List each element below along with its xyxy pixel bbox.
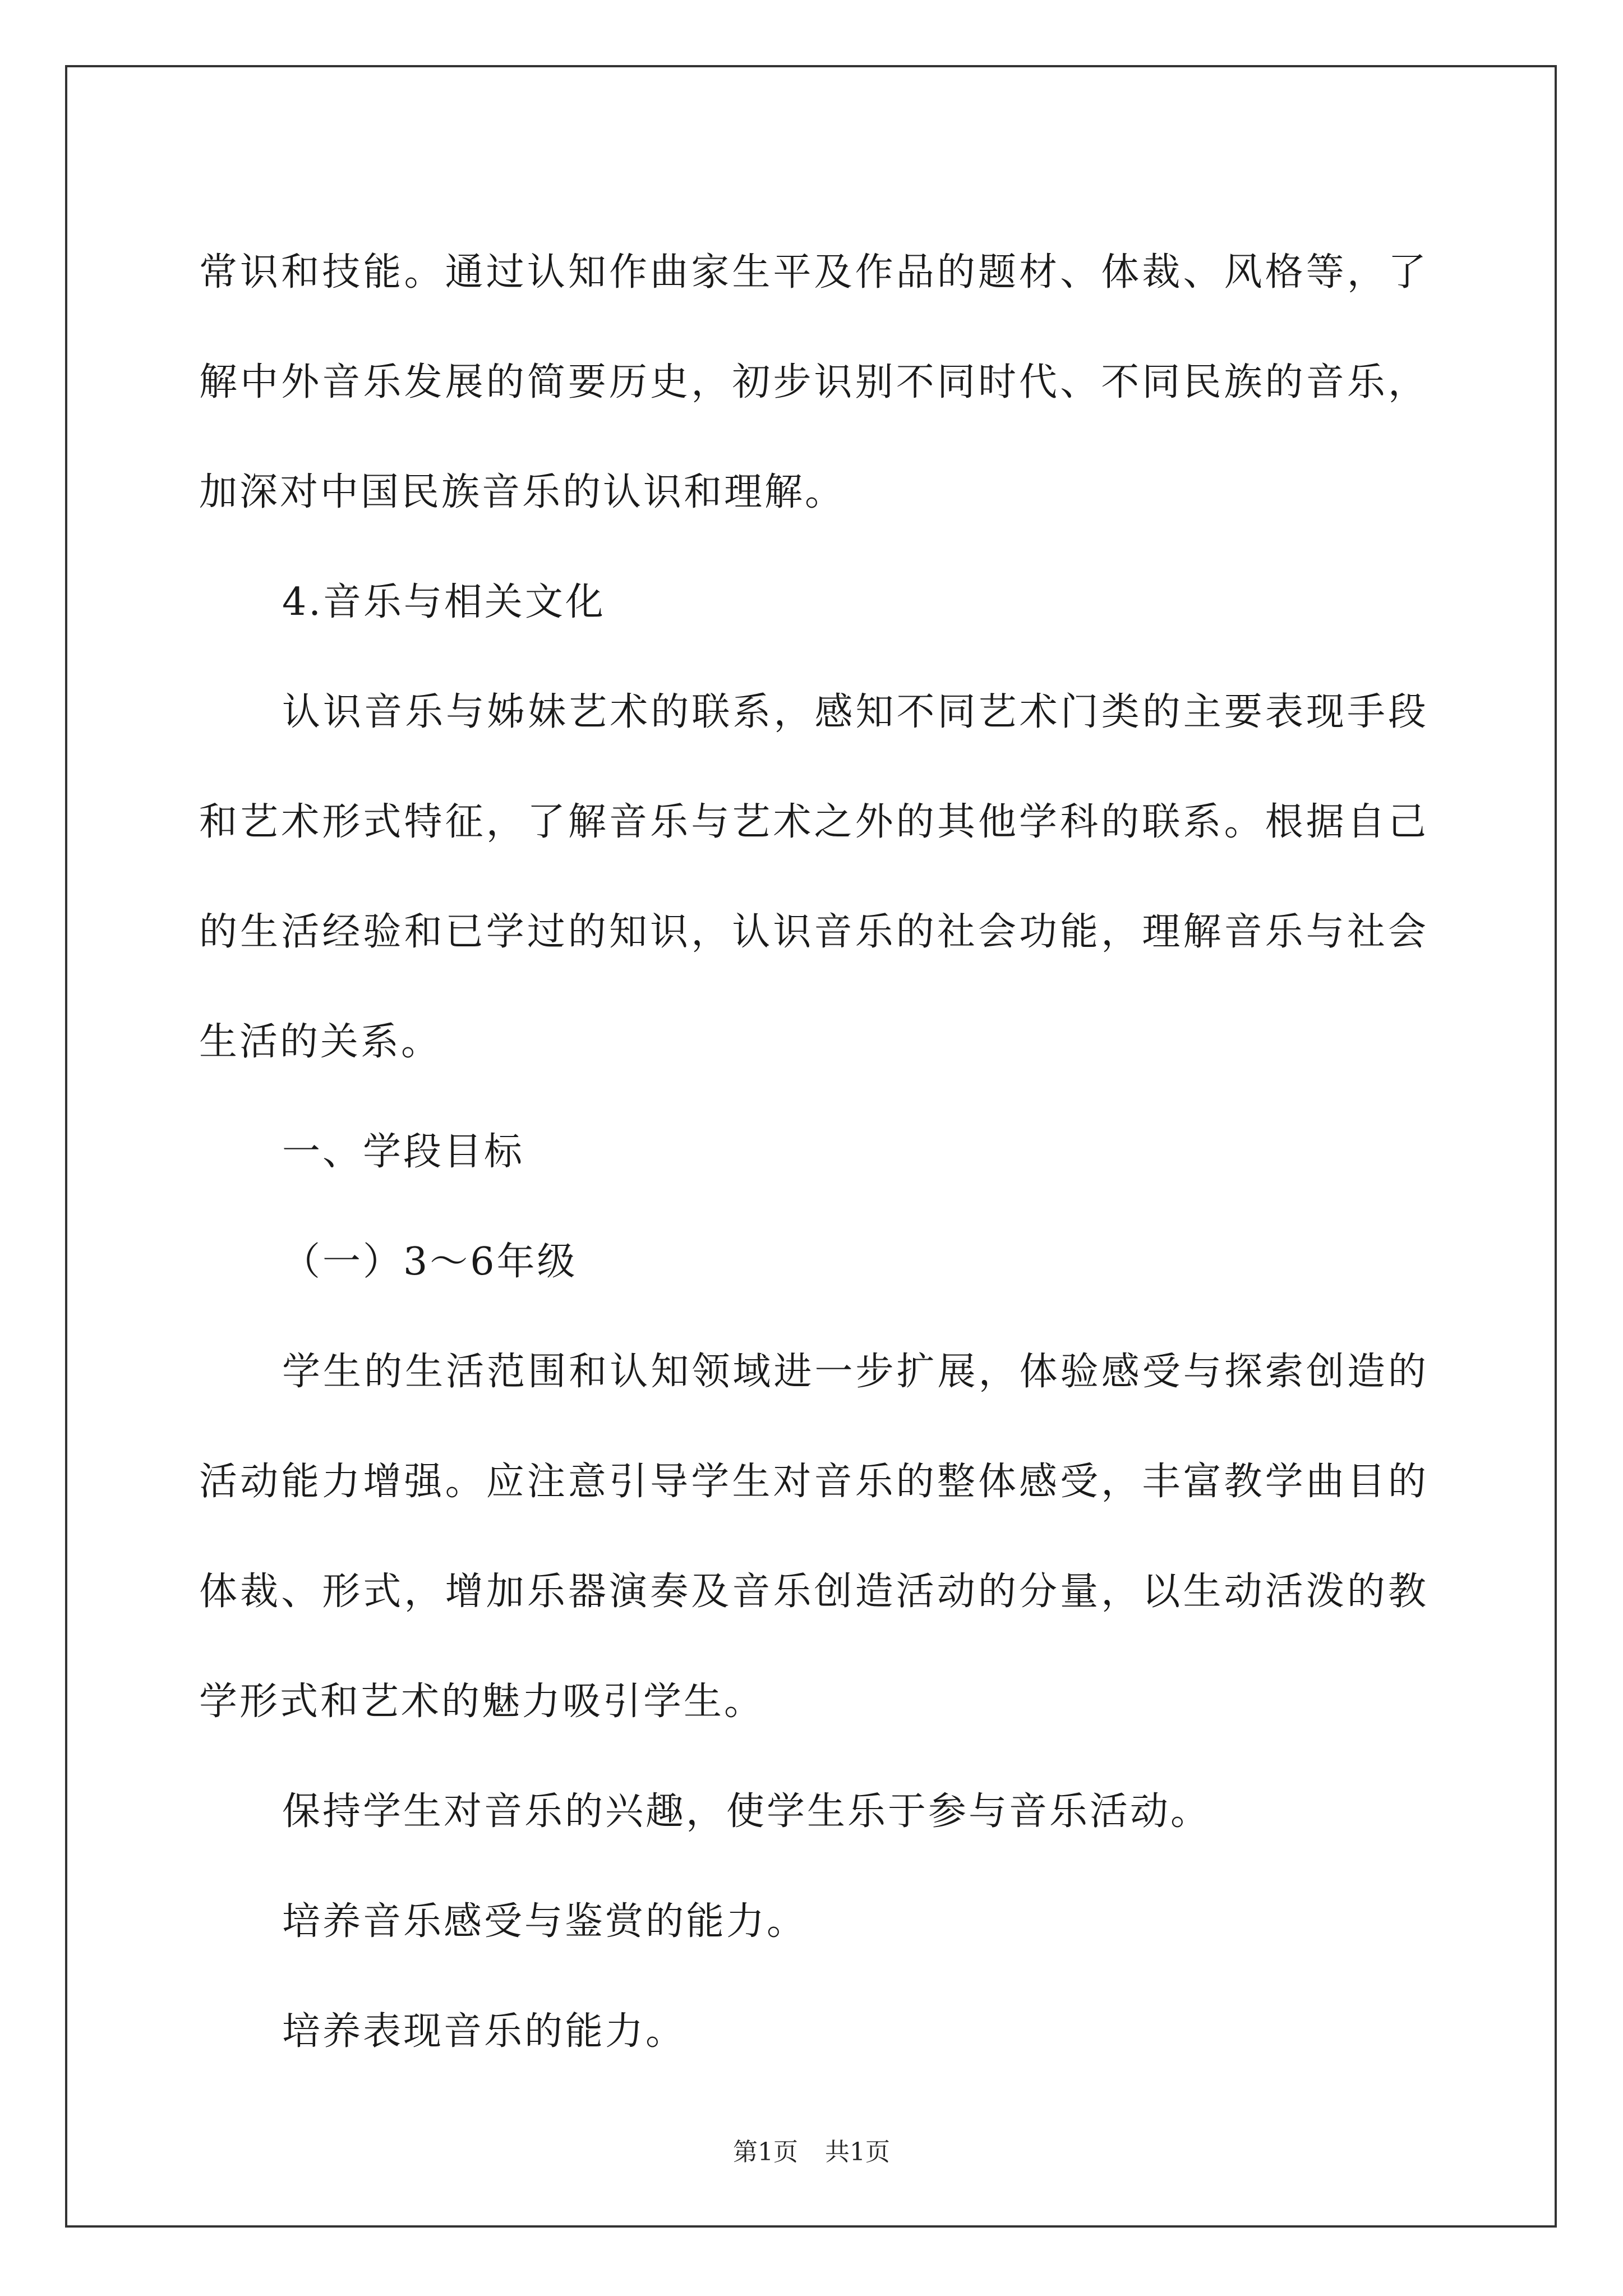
page-footer	[0, 2132, 1623, 2168]
paragraph-1: 常识和技能。通过认知作曲家生平及作品的题材、体裁、风格等，了解中外音乐发展的简要历史，初步识别不同时代、不同民族的音乐，加深对中国民族音乐的认识和理解。	[199, 250, 1428, 514]
document-body	[199, 218, 1428, 2087]
goal-item-2: 培养音乐感受与鉴赏的能力。	[282, 1899, 808, 1944]
page-number-total: 共1页	[825, 2138, 890, 2166]
goal-item-1: 保持学生对音乐的兴趣，使学生乐于参与音乐活动。	[282, 1789, 1211, 1834]
paragraph-2: 认识音乐与姊妹艺术的联系，感知不同艺术门类的主要表现手段和艺术形式特征，了解音乐与艺术之外的其他学科的联系。根据自己的生活经验和已学过的知识，认识音乐的社会功能，理解音乐与社会生活的关系。	[199, 690, 1428, 1064]
page-number-current: 第1页	[733, 2138, 798, 2166]
subsection-heading-grades: （一）3～6年级	[282, 1240, 578, 1284]
section-heading-stage-goals: 一、学段目标	[282, 1130, 525, 1174]
paragraph-3: 学生的生活范围和认知领域进一步扩展，体验感受与探索创造的活动能力增强。应注意引导学生对音乐的整体感受，丰富教学曲目的体裁、形式，增加乐器演奏及音乐创造活动的分量，以生动活泼的教学形式和艺术的魅力吸引学生。	[199, 1350, 1428, 1724]
section-heading-music-culture: 4.音乐与相关文化	[282, 580, 606, 624]
goal-item-3: 培养表现音乐的能力。	[282, 2009, 686, 2054]
